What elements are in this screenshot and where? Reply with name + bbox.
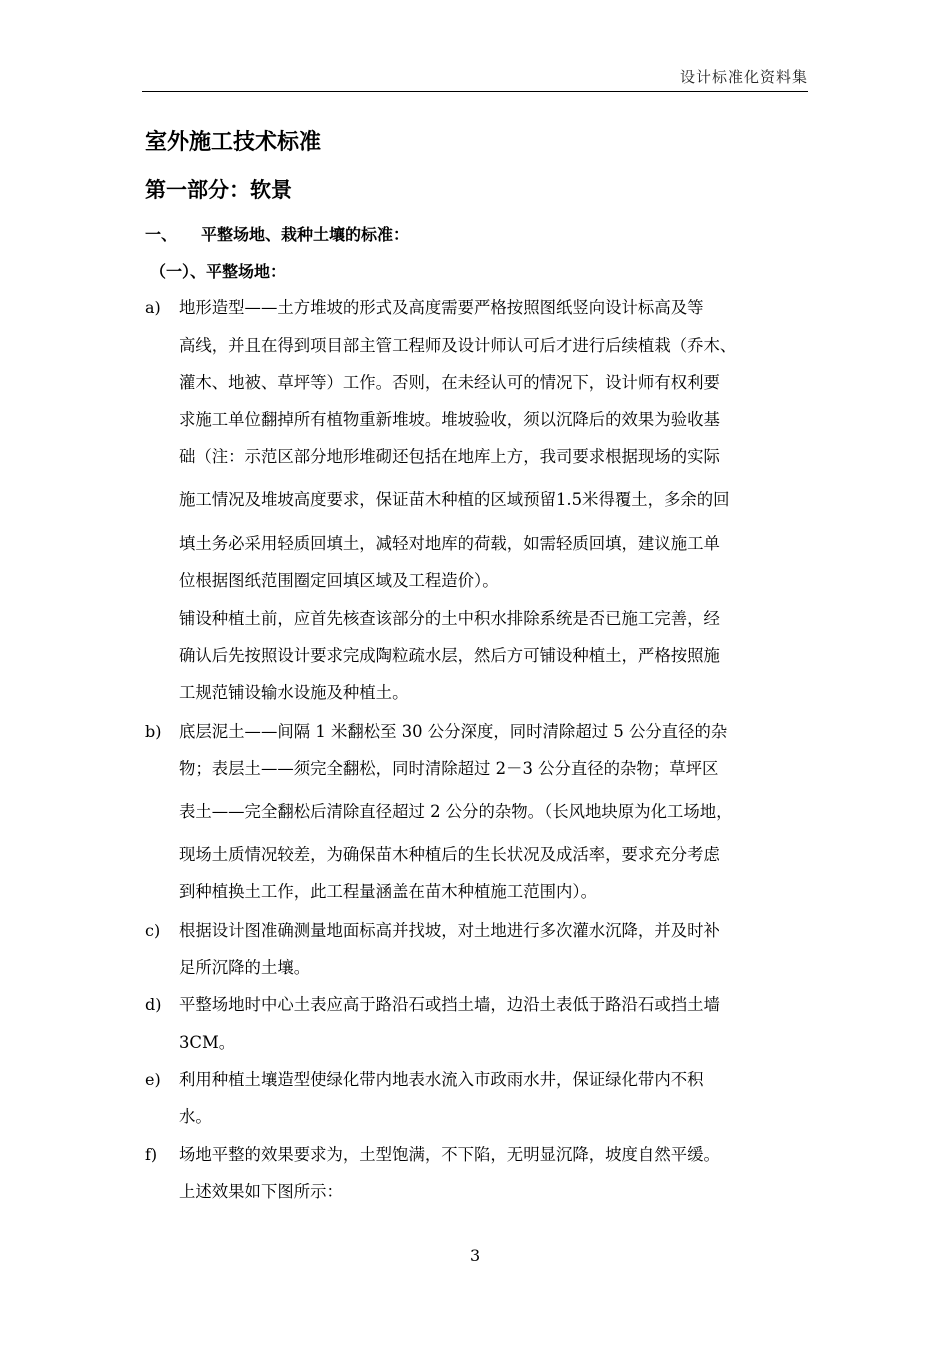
- paragraph-line: 利用种植土壤造型使绿化带内地表水流入市政雨水井，保证绿化带内不积: [179, 1070, 704, 1089]
- page-header: [142, 66, 808, 92]
- section-heading: [145, 222, 409, 248]
- paragraph-line: 高线，并且在得到项目部主管工程师及设计师认可后才进行后续植栽（乔木、: [179, 336, 737, 355]
- header-rule: [142, 91, 808, 92]
- paragraph-line: 求施工单位翻掉所有植物重新堆坡。堆坡验收，须以沉降后的效果为验收基: [179, 410, 720, 429]
- paragraph-line: 根据设计图准确测量地面标高并找坡，对土地进行多次灌水沉降，并及时补: [179, 921, 720, 940]
- list-item-label: b): [145, 722, 162, 741]
- paragraph-line: 确认后先按照设计要求完成陶粒疏水层，然后方可铺设种植土，严格按照施: [179, 646, 720, 665]
- list-item-label: a): [145, 298, 161, 317]
- paragraph-line: 施工情况及堆坡高度要求，保证苗木种植的区域预留1.5米得覆土，多余的回: [179, 490, 730, 509]
- list-item-label: f): [145, 1145, 158, 1164]
- paragraph-line: 现场土质情况较差，为确保苗木种植后的生长状况及成活率，要求充分考虑: [179, 845, 720, 864]
- header-title: 设计标准化资料集: [679, 68, 808, 86]
- list-item-label: c): [145, 921, 161, 940]
- paragraph-line: 地形造型——土方堆坡的形式及高度需要严格按照图纸竖向设计标高及等: [179, 298, 704, 317]
- paragraph-line: 底层泥土——间隔 1 米翻松至 30 公分深度，同时清除超过 5 公分直径的杂: [179, 722, 728, 741]
- list-item-label: e): [145, 1070, 161, 1089]
- paragraph-line: 物；表层土——须完全翻松，同时清除超过 2－3 公分直径的杂物；草坪区: [179, 759, 719, 778]
- paragraph-line: 铺设种植土前，应首先核查该部分的土中积水排除系统是否已施工完善，经: [179, 609, 720, 628]
- paragraph-line: 场地平整的效果要求为，土型饱满，不下陷，无明显沉降，坡度自然平缓。: [179, 1145, 720, 1164]
- paragraph-line: 足所沉降的土壤。: [179, 958, 311, 977]
- document-title: 室外施工技术标准: [145, 129, 322, 155]
- section-number: 一、: [145, 225, 178, 244]
- paragraph-line: 工规范铺设输水设施及种植土。: [179, 683, 409, 702]
- paragraph-line: 位根据图纸范围圈定回填区域及工程造价）。: [179, 571, 499, 590]
- list-item-label: d): [145, 995, 162, 1014]
- subsection-heading: （一）、平整场地：: [150, 262, 287, 281]
- page-number: 3: [470, 1246, 481, 1265]
- section-title: 平整场地、栽种土壤的标准：: [201, 225, 410, 244]
- paragraph-line: 平整场地时中心土表应高于路沿石或挡土墙，边沿土表低于路沿石或挡土墙: [179, 995, 720, 1014]
- paragraph-line: 填土务必采用轻质回填土，减轻对地库的荷载，如需轻质回填，建议施工单: [179, 534, 720, 553]
- paragraph-line: 灌木、地被、草坪等）工作。否则，在未经认可的情况下，设计师有权利要: [179, 373, 720, 392]
- paragraph-line: 水。: [179, 1107, 212, 1126]
- part-heading: 第一部分：软景: [145, 177, 292, 202]
- paragraph-line: 础（注：示范区部分地形堆砌还包括在地库上方，我司要求根据现场的实际: [179, 447, 720, 466]
- paragraph-line: 到种植换土工作，此工程量涵盖在苗木种植施工范围内）。: [179, 882, 597, 901]
- paragraph-line: 3CM。: [179, 1033, 236, 1052]
- paragraph-line: 表土——完全翻松后清除直径超过 2 公分的杂物。（长风地块原为化工场地，: [179, 802, 733, 821]
- paragraph-line: 上述效果如下图所示：: [179, 1182, 343, 1201]
